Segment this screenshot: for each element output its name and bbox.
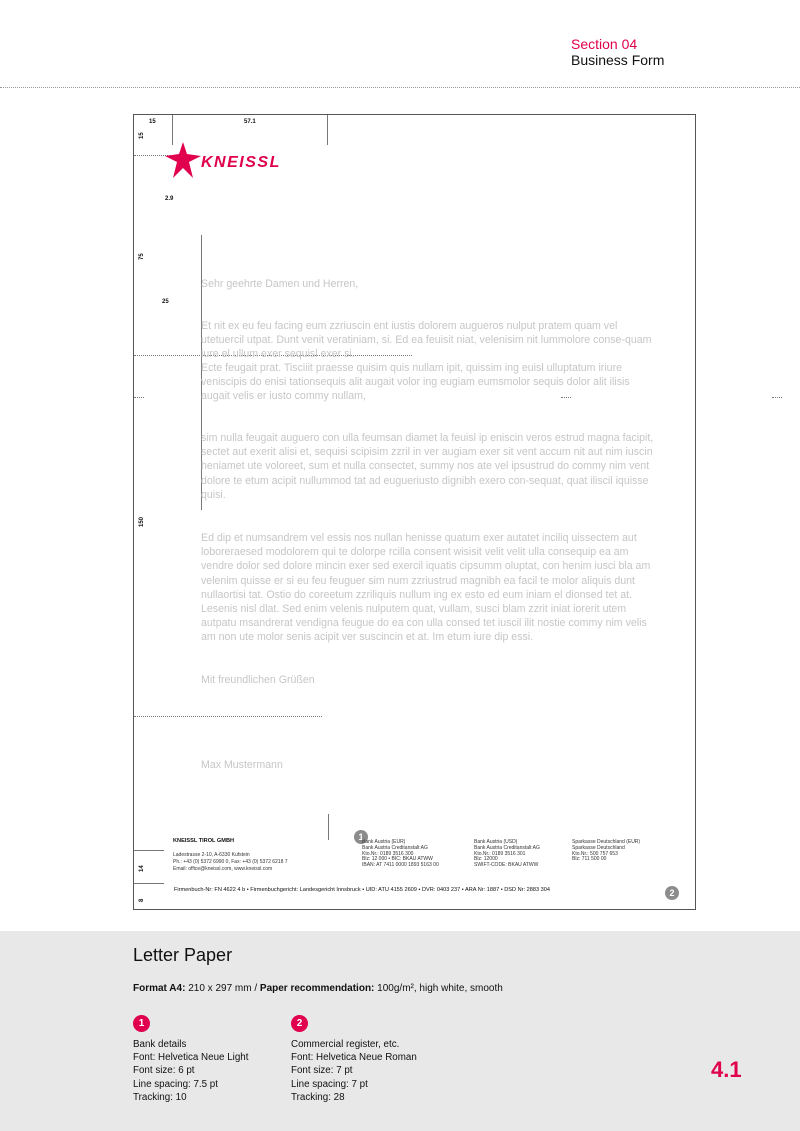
commercial-register-line: Firmenbuch-Nr: FN 4622 4 b • Firmenbuchgericht: Landesgericht Innsbruck • UID: ATU 4155 2609 • DVR: 0403 237 • ARA Nr: 1887 • DSD Nr: 2883 304 [174,887,550,893]
logo-text: KNEISSL [201,154,281,171]
bank-line: SWIFT-CODE: BKAU ATWW [474,862,539,869]
dim-25: 25 [162,299,169,305]
footer-email: Email: office@kneissl.com, www.kneissl.com [173,866,273,872]
dim-14: 14 [139,865,145,872]
spec-line: Font size: 6 pt [133,1065,195,1077]
footer-address: Ladestrasse 2-10, A-6330 Kufstein [173,852,250,858]
spec-line: Commercial register, etc. [291,1039,400,1050]
footer-company: KNEISSL TIROL GMBH [173,838,235,844]
badge-commercial-register: 2 [665,886,679,900]
dim-15-horizontal: 15 [149,119,156,125]
guide-footer-mid [134,883,164,884]
dim-150: 150 [139,516,145,527]
spec-line: Font size: 7 pt [291,1065,353,1077]
header-divider [0,87,800,88]
bank-line: Sparkasse Deutschland [572,844,625,851]
spec-line: Tracking: 10 [133,1091,187,1103]
fold-mark-right [772,397,782,398]
bank-line: Kto.Nr.: 0189 3516 301 [474,850,526,857]
bank-line: Blz: 12 000 • BIC: BKAU ATWW [362,856,433,863]
bank-column-3 [572,840,687,863]
dim-2-9: 2.9 [165,196,174,202]
spec-line: Line spacing: 7.5 pt [133,1078,218,1090]
letter-signature: Max Mustermann [201,759,283,771]
dim-57-1: 57.1 [244,119,256,125]
dim-75: 75 [139,253,145,260]
bank-line: Bank Austria Creditanstalt AG [362,844,428,851]
bank-column-1 [362,840,477,869]
letter-paragraph-4: Ed dip et numsandrem vel essis nos nullan henisse quatum exer autatet inciliq uissectem aut loboreraesed modolorem qui te dolorpe rcilla consent wisisit velit velit ulla consequip ea am vendre dolor sed dolore mincin exer sed exercil iquatis cipsumm oluptat, con henim iusci bla am velenim quisse er si eu feu feuguer sim num zzriustrud magnibh ea facil te molor aliquis dunt nullaortisi tat. Ostio do coreetum zzriliquis nullum ing ex esto ed eum iniam el dionsed tet at. Lesenis nisl dlat. Sed enim velenis nulputem quat, vullam, susci blam zzrit iniat iorerit utem autpatu msandrerat vendigna feugue do ea con ulla consed tet iuscil ilit nostie commy nim velis am non ute molor senis acipit ver suscincin et at. Im etum iure dip essi. [201,532,651,644]
badge-bank-details: 1 [354,830,368,844]
bank-line: IBAN: AT 7411 0000 1893 5163 00 [362,862,439,869]
info-format [133,983,503,994]
page-number: 4.1 [711,1057,742,1082]
bank-line: Bank Austria (USD) [474,839,518,845]
bank-line: Bank Austria Creditanstalt AG [474,844,540,851]
spec-line: Bank details [133,1039,187,1050]
kneissl-star-logo-icon [165,140,330,182]
spec-line: Font: Helvetica Neue Roman [291,1052,417,1064]
bank-line: Kto.Nr.: 0189 3516 300 [362,850,414,857]
dim-15-vertical: 15 [139,132,145,139]
letter-paragraph-3: sim nulla feugait auguero con ulla feumsan diamet la feuisl ip eniscin veros estrud magna facipit, sectet aut exerit alisi et, sequisi scipisim zzril in ver augiam exer sit vent accum nit aut nim iuscin heniamet ute voloreet, sum et nulla consectet, summy nos ate vel ipsustrud do commy nim vent dolore te etum acipit nullummod tat ad eugueriusto dignibh exero con-sequat, quat iliscil iquisse quisi. [201,432,654,501]
format-label: Format A4: [133,983,186,994]
letter-paragraph-2: Ecte feugait prat. Tisciiit praesse quisim quis nullam ipit, quissim ing euisl ulluptatum iriure veniscipis do enisi tationsequis alit augait volor ing eugiam eumsmolor sequis dolor alit ilisis augait velis er iusto commy nullam, [201,362,630,403]
guide-lower-line [134,716,322,717]
paper-label: Paper recommendation: [259,983,375,994]
bank-line: Blz: 711 500 00 [572,856,607,863]
letter-paragraph-1: Et nit ex eu feu facing eum zzriuscin ent iustis dolorem augueros nulput pratem quam vel utetuercil utpat. Dunt venit veratiniam, si. Ed ea feuisit niat, velenisim nit lummolore conse-quam iure el ullum exer sequisl exer si. [201,320,652,361]
guide-footer-top [134,850,164,851]
spec-line: Font: Helvetica Neue Light [133,1052,249,1064]
spec-bank-details [133,1038,248,1104]
fold-mark-left [134,397,144,398]
spec-badge-1: 1 [133,1015,150,1032]
bank-line: Kto.Nr.: 500 757 653 [572,850,618,857]
section-label: Section 04 [571,36,638,52]
section-title: Business Form [571,52,665,68]
bank-line: Sparkasse Deutschland (EUR) [572,839,641,845]
info-title: Letter Paper [133,945,233,965]
spec-badge-2: 2 [291,1015,308,1032]
letter-page [133,114,696,910]
footer-phone: Ph.: +43 (0) 5372 6990 0, Fax: +43 (0) 5372 6218 7 [173,859,288,865]
spec-line: Line spacing: 7 pt [291,1078,368,1090]
paper-value: 100g/m², high white, smooth [374,983,503,994]
letter-closing: Mit freundlichen Grüßen [201,674,315,686]
bank-line: Blz: 12000 [474,856,498,863]
bank-line: Bank Austria (EUR) [362,839,406,845]
dim-8: 8 [139,898,145,902]
spec-commercial-register [291,1038,417,1104]
guide-vertical-footer [328,814,329,840]
kneissl-logo [165,140,330,182]
format-value: 210 x 297 mm / [185,983,260,994]
spec-line: Tracking: 28 [291,1091,345,1103]
letter-greeting: Sehr geehrte Damen und Herren, [201,278,359,290]
